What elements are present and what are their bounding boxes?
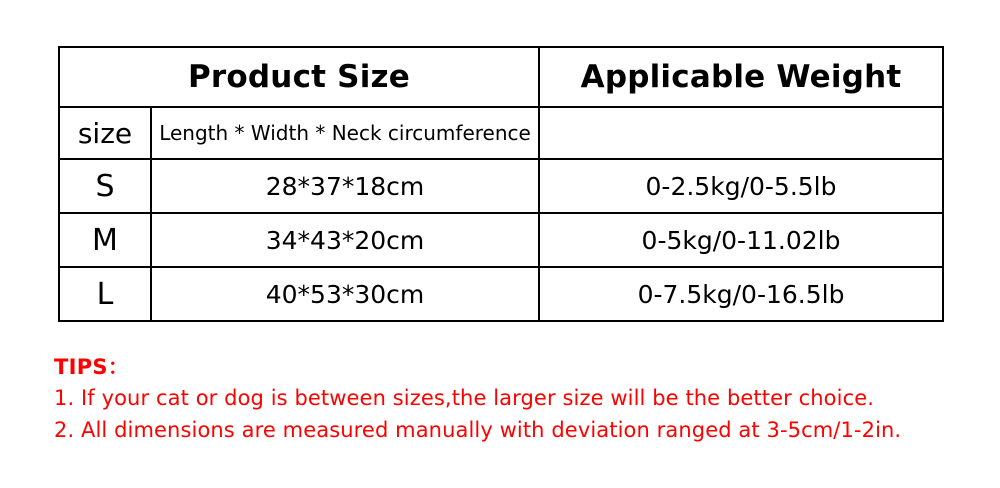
subheader-weight [539,107,943,159]
table-header-row [59,47,943,107]
tips-line-2: 2. All dimensions are measured manually with deviation ranged at 3-5cm/1-2in. [54,418,902,442]
subheader-size: size [59,107,151,159]
row-size: L [59,267,151,321]
header-product-size: Product Size [59,47,539,107]
row-dimensions: 40*53*30cm [151,267,539,321]
table-row [59,159,943,213]
table-subheader-row [59,107,943,159]
tips-line-1: 1. If your cat or dog is between sizes,the larger size will be the better choice. [54,386,875,410]
row-weight: 0-7.5kg/0-16.5lb [539,267,943,321]
row-size: M [59,213,151,267]
table-row [59,213,943,267]
row-size: S [59,159,151,213]
table-row [59,267,943,321]
header-applicable-weight: Applicable Weight [539,47,943,107]
size-chart-table [58,46,944,322]
row-weight: 0-2.5kg/0-5.5lb [539,159,943,213]
tips-title: TIPS： [54,355,130,379]
row-dimensions: 34*43*20cm [151,213,539,267]
subheader-dimensions: Length * Width * Neck circumference [151,107,539,159]
row-dimensions: 28*37*18cm [151,159,539,213]
tips-section [54,352,954,446]
row-weight: 0-5kg/0-11.02lb [539,213,943,267]
